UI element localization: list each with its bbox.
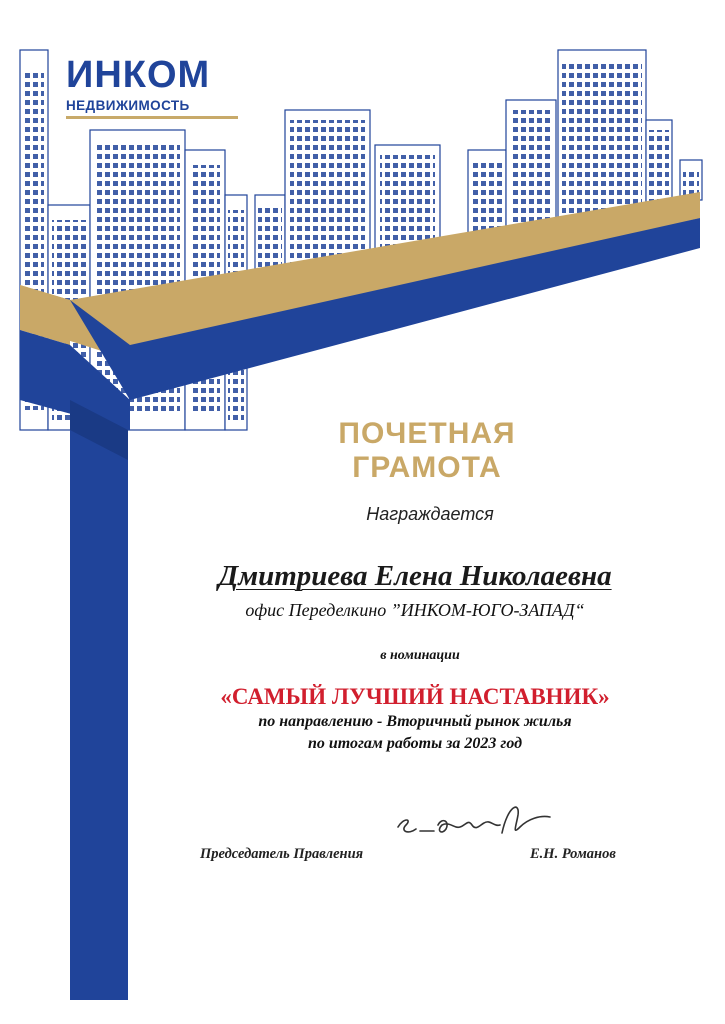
nomination-intro: в номинации — [380, 648, 460, 663]
company-logo — [66, 56, 244, 119]
recipient-name: Дмитриева Елена Николаевна — [218, 560, 612, 592]
recipient-office: офис Переделкино ”ИНКОМ-ЮГО-ЗАПАД“ — [245, 600, 585, 620]
vertical-blue-stripe — [70, 400, 128, 1000]
logo-subtitle: НЕДВИЖИМОСТЬ — [66, 98, 238, 119]
awarded-label: Награждается — [366, 504, 494, 524]
nomination-title: «САМЫЙ ЛУЧШИЙ НАСТАВНИК» — [220, 684, 610, 709]
logo-name: ИНКОМ — [66, 54, 211, 96]
certificate-title: ПОЧЕТНАЯ ГРАМОТА — [338, 417, 516, 484]
nomination-direction: по направлению - Вторичный рынок жилья — [258, 713, 572, 730]
signatory-name: Е.Н. Романов — [530, 846, 616, 862]
signatory-position: Председатель Правления — [200, 846, 364, 862]
nomination-period: по итогам работы за 2023 год — [307, 735, 523, 752]
